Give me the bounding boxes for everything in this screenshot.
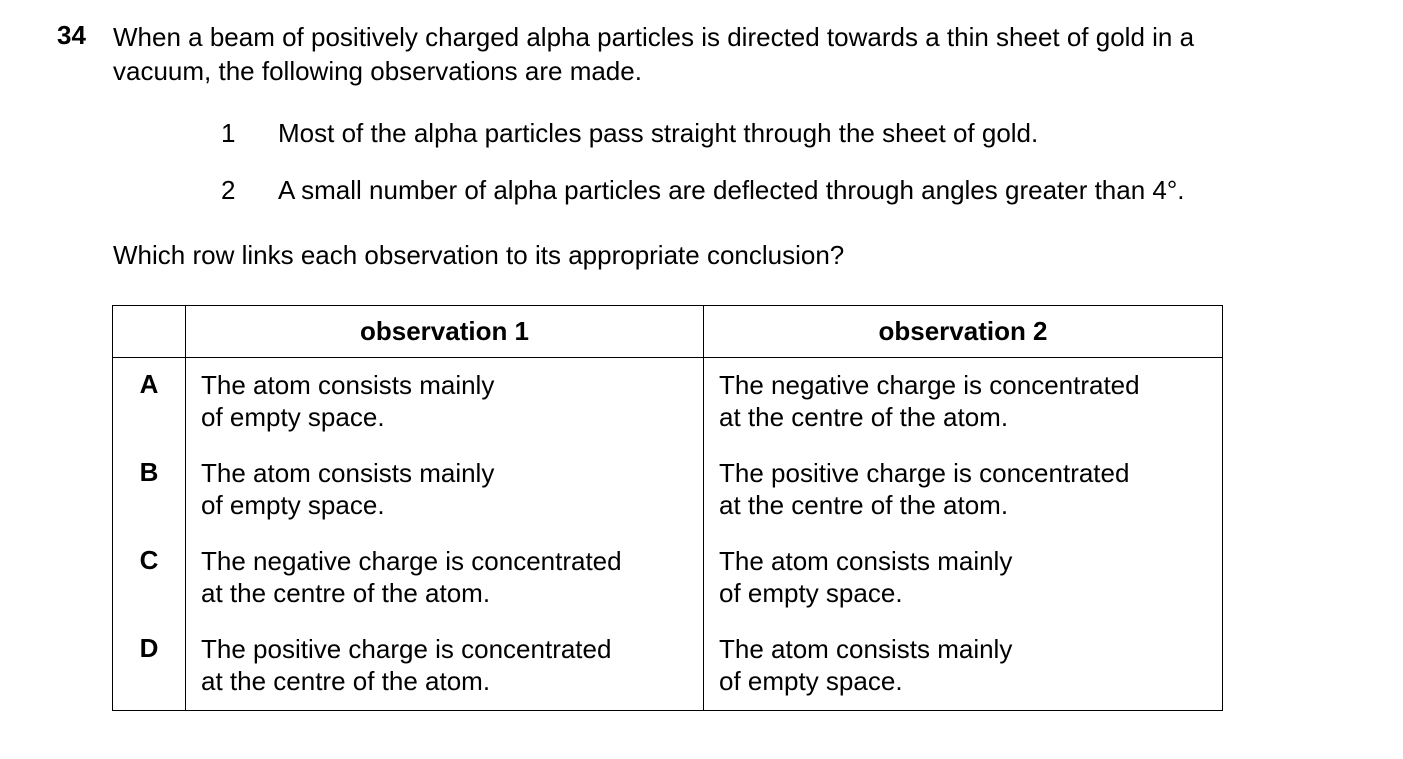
conclusion-line: at the centre of the atom. <box>719 402 1009 432</box>
conclusion-line: at the centre of the atom. <box>201 578 491 608</box>
answer-options-table <box>112 305 1223 711</box>
conclusion-line: of empty space. <box>719 666 903 696</box>
observation-text: A small number of alpha particles are deflected through angles greater than 4°. <box>278 175 1185 205</box>
header-observation-2: observation 2 <box>704 306 1223 358</box>
conclusion-line: The positive charge is concentrated <box>719 458 1130 488</box>
observation-number: 2 <box>221 175 236 205</box>
conclusion-line: The negative charge is concentrated <box>719 370 1140 400</box>
observation-1-conclusion <box>186 534 704 622</box>
option-letter: D <box>113 622 186 711</box>
conclusion-line: The atom consists mainly <box>201 370 495 400</box>
question-stem <box>113 20 1343 88</box>
header-letter <box>113 306 186 358</box>
option-row-d[interactable] <box>113 622 1223 711</box>
option-letter: B <box>113 446 186 534</box>
observation-1-conclusion <box>186 446 704 534</box>
question-prompt: Which row links each observation to its appropriate conclusion? <box>113 240 845 270</box>
observation-1 <box>221 118 1038 148</box>
conclusion-line: at the centre of the atom. <box>719 490 1009 520</box>
stem-line-2: vacuum, the following observations are made. <box>113 56 642 86</box>
conclusion-line: The atom consists mainly <box>201 458 495 488</box>
observation-2-conclusion <box>704 534 1223 622</box>
question-number: 34 <box>57 20 86 50</box>
option-letter: A <box>113 358 186 447</box>
option-row-b[interactable] <box>113 446 1223 534</box>
conclusion-line: of empty space. <box>719 578 903 608</box>
conclusion-line: of empty space. <box>201 490 385 520</box>
observation-2-conclusion <box>704 446 1223 534</box>
conclusion-line: The negative charge is concentrated <box>201 546 622 576</box>
conclusion-line: of empty space. <box>201 402 385 432</box>
option-row-a[interactable] <box>113 358 1223 447</box>
observation-2-conclusion <box>704 622 1223 711</box>
conclusion-line: at the centre of the atom. <box>201 666 491 696</box>
conclusion-line: The positive charge is concentrated <box>201 634 612 664</box>
observation-2-conclusion <box>704 358 1223 447</box>
observation-2 <box>221 175 1185 205</box>
table-header-row <box>113 306 1223 358</box>
observation-text: Most of the alpha particles pass straight through the sheet of gold. <box>278 118 1039 148</box>
conclusion-line: The atom consists mainly <box>719 634 1013 664</box>
option-letter: C <box>113 534 186 622</box>
observation-number: 1 <box>221 118 236 148</box>
stem-line-1: When a beam of positively charged alpha particles is directed towards a thin sheet of gold in a <box>113 22 1195 52</box>
option-row-c[interactable] <box>113 534 1223 622</box>
conclusion-line: The atom consists mainly <box>719 546 1013 576</box>
observation-1-conclusion <box>186 358 704 447</box>
observation-1-conclusion <box>186 622 704 711</box>
header-observation-1: observation 1 <box>186 306 704 358</box>
